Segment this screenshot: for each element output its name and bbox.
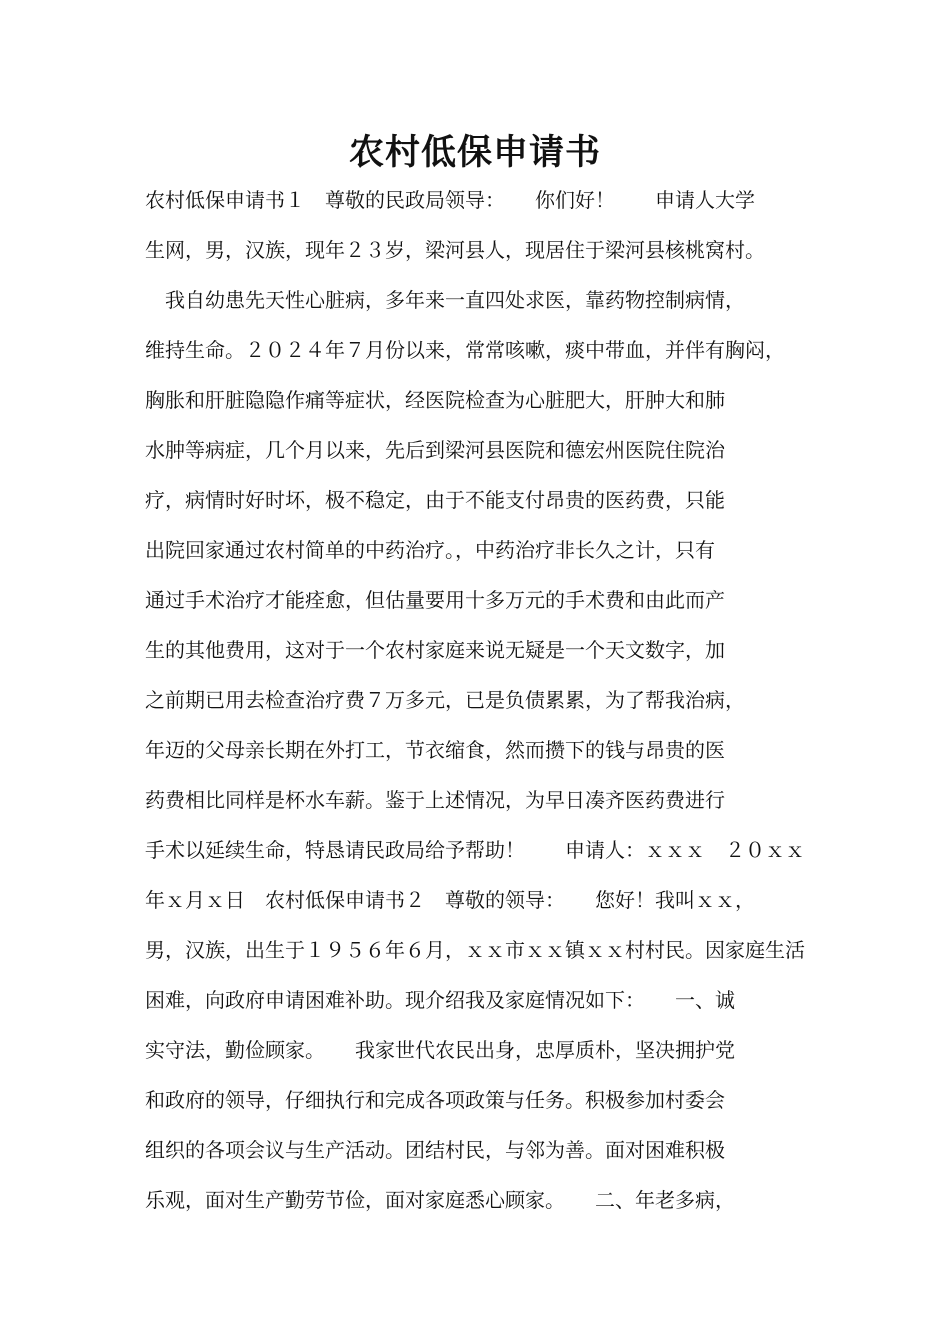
document-title: 农村低保申请书	[348, 133, 601, 173]
body-line: 困难，向政府申请困难补助。现介绍我及家庭情况如下： 一、诚	[145, 988, 735, 1012]
body-line: 胸胀和肝脏隐隐作痛等症状，经医院检查为心脏肥大，肝肿大和肺	[145, 388, 725, 412]
body-line: 实守法，勤俭顾家。 我家世代农民出身，忠厚质朴，坚决拥护党	[145, 1038, 735, 1062]
body-line: 和政府的领导，仔细执行和完成各项政策与任务。积极参加村委会	[145, 1088, 725, 1112]
body-line: 乐观，面对生产勤劳节俭，面对家庭悉心顾家。 二、年老多病，	[145, 1188, 735, 1212]
document-body	[145, 175, 825, 1225]
body-line: 农村低保申请书１ 尊敬的民政局领导： 你们好！ 申请人大学	[145, 188, 755, 212]
body-line: 水肿等病症，几个月以来，先后到梁河县医院和德宏州医院住院治	[145, 438, 725, 462]
body-line: 之前期已用去检查治疗费７万多元，已是负债累累，为了帮我治病，	[145, 688, 745, 712]
body-line: 维持生命。２０２４年７月份以来，常常咳嗽，痰中带血，并伴有胸闷，	[145, 338, 785, 362]
body-line: 生的其他费用，这对于一个农村家庭来说无疑是一个天文数字，加	[145, 638, 725, 662]
body-line: 组织的各项会议与生产活动。团结村民，与邻为善。面对困难积极	[145, 1138, 725, 1162]
body-line: 疗，病情时好时坏，极不稳定，由于不能支付昂贵的医药费，只能	[145, 488, 725, 512]
body-line: 我自幼患先天性心脏病，多年来一直四处求医，靠药物控制病情，	[145, 288, 745, 312]
body-line: 年ｘ月ｘ日 农村低保申请书２ 尊敬的领导： 您好！我叫ｘｘ，	[145, 888, 755, 912]
body-line: 年迈的父母亲长期在外打工，节衣缩食，然而攒下的钱与昂贵的医	[145, 738, 725, 762]
body-line: 手术以延续生命，特恳请民政局给予帮助！ 申请人：ｘｘｘ ２０ｘｘ	[145, 838, 805, 862]
body-line: 出院回家通过农村简单的中药治疗。，中药治疗非长久之计，只有	[145, 538, 715, 562]
body-line: 药费相比同样是杯水车薪。鉴于上述情况，为早日凑齐医药费进行	[145, 788, 725, 812]
body-line: 通过手术治疗才能痊愈，但估量要用十多万元的手术费和由此而产	[145, 588, 725, 612]
body-line: 生网，男，汉族，现年２３岁，梁河县人，现居住于梁河县核桃窝村。	[145, 238, 765, 262]
body-line: 男，汉族，出生于１９５６年６月，ｘｘ市ｘｘ镇ｘｘ村村民。因家庭生活	[145, 938, 805, 962]
